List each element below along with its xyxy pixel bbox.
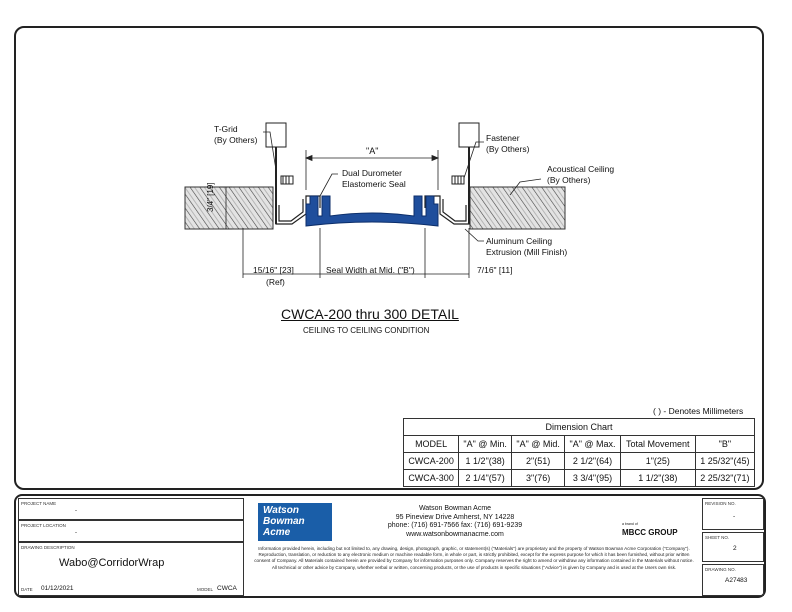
chart-title: Dimension Chart bbox=[404, 419, 755, 436]
drawing-description-label: DRAWING DESCRIPTION bbox=[21, 545, 75, 550]
table-cell: 2 1/2"(64) bbox=[565, 453, 621, 470]
chart-header: "A" @ Mid. bbox=[512, 436, 565, 453]
company-name: Watson Bowman Acme bbox=[418, 505, 492, 512]
project-location-value: - bbox=[75, 530, 77, 536]
seal-width-label: Seal Width at Mid. ("B") bbox=[326, 265, 415, 275]
detail-title: CWCA-200 thru 300 DETAIL bbox=[281, 306, 459, 322]
drawing-number-box bbox=[702, 564, 764, 596]
date-value: 01/12/2021 bbox=[41, 585, 74, 592]
project-location-box bbox=[18, 520, 244, 542]
table-row bbox=[404, 470, 755, 487]
table-cell: 1"(25) bbox=[620, 453, 695, 470]
left-ceiling-panel bbox=[185, 187, 273, 229]
table-cell: CWCA-300 bbox=[404, 470, 459, 487]
table-cell: 2 1/4"(57) bbox=[459, 470, 512, 487]
acoustical-ceiling-label: Acoustical Ceiling (By Others) bbox=[547, 164, 615, 185]
mbcc-group-logo: MBCC GROUP bbox=[622, 528, 678, 537]
table-cell: 2 25/32"(71) bbox=[695, 470, 754, 487]
group-prefix: a brand of bbox=[622, 522, 638, 526]
table-cell: 1 1/2"(38) bbox=[620, 470, 695, 487]
table-row bbox=[404, 453, 755, 470]
chart-header-row bbox=[404, 436, 755, 453]
chart-header: "A" @ Max. bbox=[565, 436, 621, 453]
table-cell: 3"(76) bbox=[512, 470, 565, 487]
left-fastener bbox=[281, 176, 293, 184]
disclaimer: Information provided herein, including but not limited to, any drawing, design, photograph, graphic, or statement(s) ("Materials") are proprietary and the property of Watson Bowman Acme Corporation ("Company"). Reproduction, translation, or reduction to any electronic medium or machine readable form, in whole or part, is strictly prohibited, except for the express purpose for which it has been furnished, without prior written consent of Company. All Materials contained herein are provided by Company for information purposes only. Company reserves the right to amend or withdraw any information contained in the Materials without notice. All technical or other advice by Company, whether verbal or written, concerning products, or the use of products in specific situations ("Advice") is given by Company and is used at the Users own risk. bbox=[254, 546, 694, 570]
logo-line: Watson bbox=[263, 505, 299, 516]
mm-note: ( ) - Denotes Millimeters bbox=[653, 406, 744, 416]
logo-line: Acme bbox=[263, 527, 291, 538]
date-label: DATE bbox=[21, 587, 33, 592]
t-grid-label: T-Grid (By Others) bbox=[214, 124, 258, 145]
left-dimension-ref: (Ref) bbox=[266, 277, 285, 287]
project-name-box bbox=[18, 498, 244, 520]
company-address: 95 Pineview Drive Amherst, NY 14228 bbox=[395, 513, 515, 521]
company-phone: phone: (716) 691-7566 fax: (716) 691-9239 bbox=[387, 522, 523, 529]
detail-subtitle: CEILING TO CEILING CONDITION bbox=[303, 326, 430, 335]
drawing-number-label: DRAWING NO. bbox=[705, 567, 736, 572]
sheet-value: 2 bbox=[733, 545, 737, 552]
company-website[interactable]: www.watsonbowmanacme.com bbox=[406, 530, 504, 538]
dimension-chart bbox=[403, 418, 755, 487]
drawing-description-value: Wabo@CorridorWrap bbox=[59, 557, 165, 569]
table-cell: CWCA-200 bbox=[404, 453, 459, 470]
table-cell: 1 25/32"(45) bbox=[695, 453, 754, 470]
chart-header: "B" bbox=[695, 436, 754, 453]
elastomeric-seal bbox=[306, 196, 438, 226]
model-label: MODEL bbox=[197, 587, 214, 592]
company-info bbox=[385, 505, 525, 539]
extrusion-label: Aluminum Ceiling Extrusion (Mill Finish) bbox=[486, 236, 568, 257]
vertical-dimension-label: 3/4" [19] bbox=[206, 182, 215, 212]
right-dimension-label: 7/16" [11] bbox=[477, 265, 513, 275]
table-cell: 3 3/4"(95) bbox=[565, 470, 621, 487]
sheet-label: SHEET NO. bbox=[705, 535, 730, 540]
drawing-number-value: A27483 bbox=[725, 577, 748, 584]
drawing-description-box bbox=[18, 542, 244, 596]
chart-header: Total Movement bbox=[620, 436, 695, 453]
project-location-label: PROJECT LOCATION bbox=[21, 523, 66, 528]
revision-label: REVISION NO. bbox=[705, 501, 736, 506]
right-ceiling-panel bbox=[470, 187, 565, 229]
revision-value: - bbox=[733, 513, 736, 520]
chart-header: "A" @ Min. bbox=[459, 436, 512, 453]
project-name-value: - bbox=[75, 508, 77, 514]
seal-label: Dual Durometer Elastomeric Seal bbox=[342, 168, 406, 189]
dimension-a-label: "A" bbox=[366, 146, 379, 156]
project-name-label: PROJECT NAME bbox=[21, 501, 57, 506]
fastener-label: Fastener (By Others) bbox=[486, 133, 530, 154]
model-value: CWCA bbox=[217, 585, 237, 592]
logo-line: Bowman bbox=[263, 516, 305, 527]
revision-box bbox=[702, 498, 764, 530]
chart-header: MODEL bbox=[404, 436, 459, 453]
table-cell: 1 1/2"(38) bbox=[459, 453, 512, 470]
left-dimension-label: 15/16" [23] bbox=[253, 265, 294, 275]
right-fastener bbox=[452, 176, 464, 184]
watson-bowman-acme-logo bbox=[258, 503, 332, 541]
table-cell: 2"(51) bbox=[512, 453, 565, 470]
sheet-box bbox=[702, 532, 764, 562]
